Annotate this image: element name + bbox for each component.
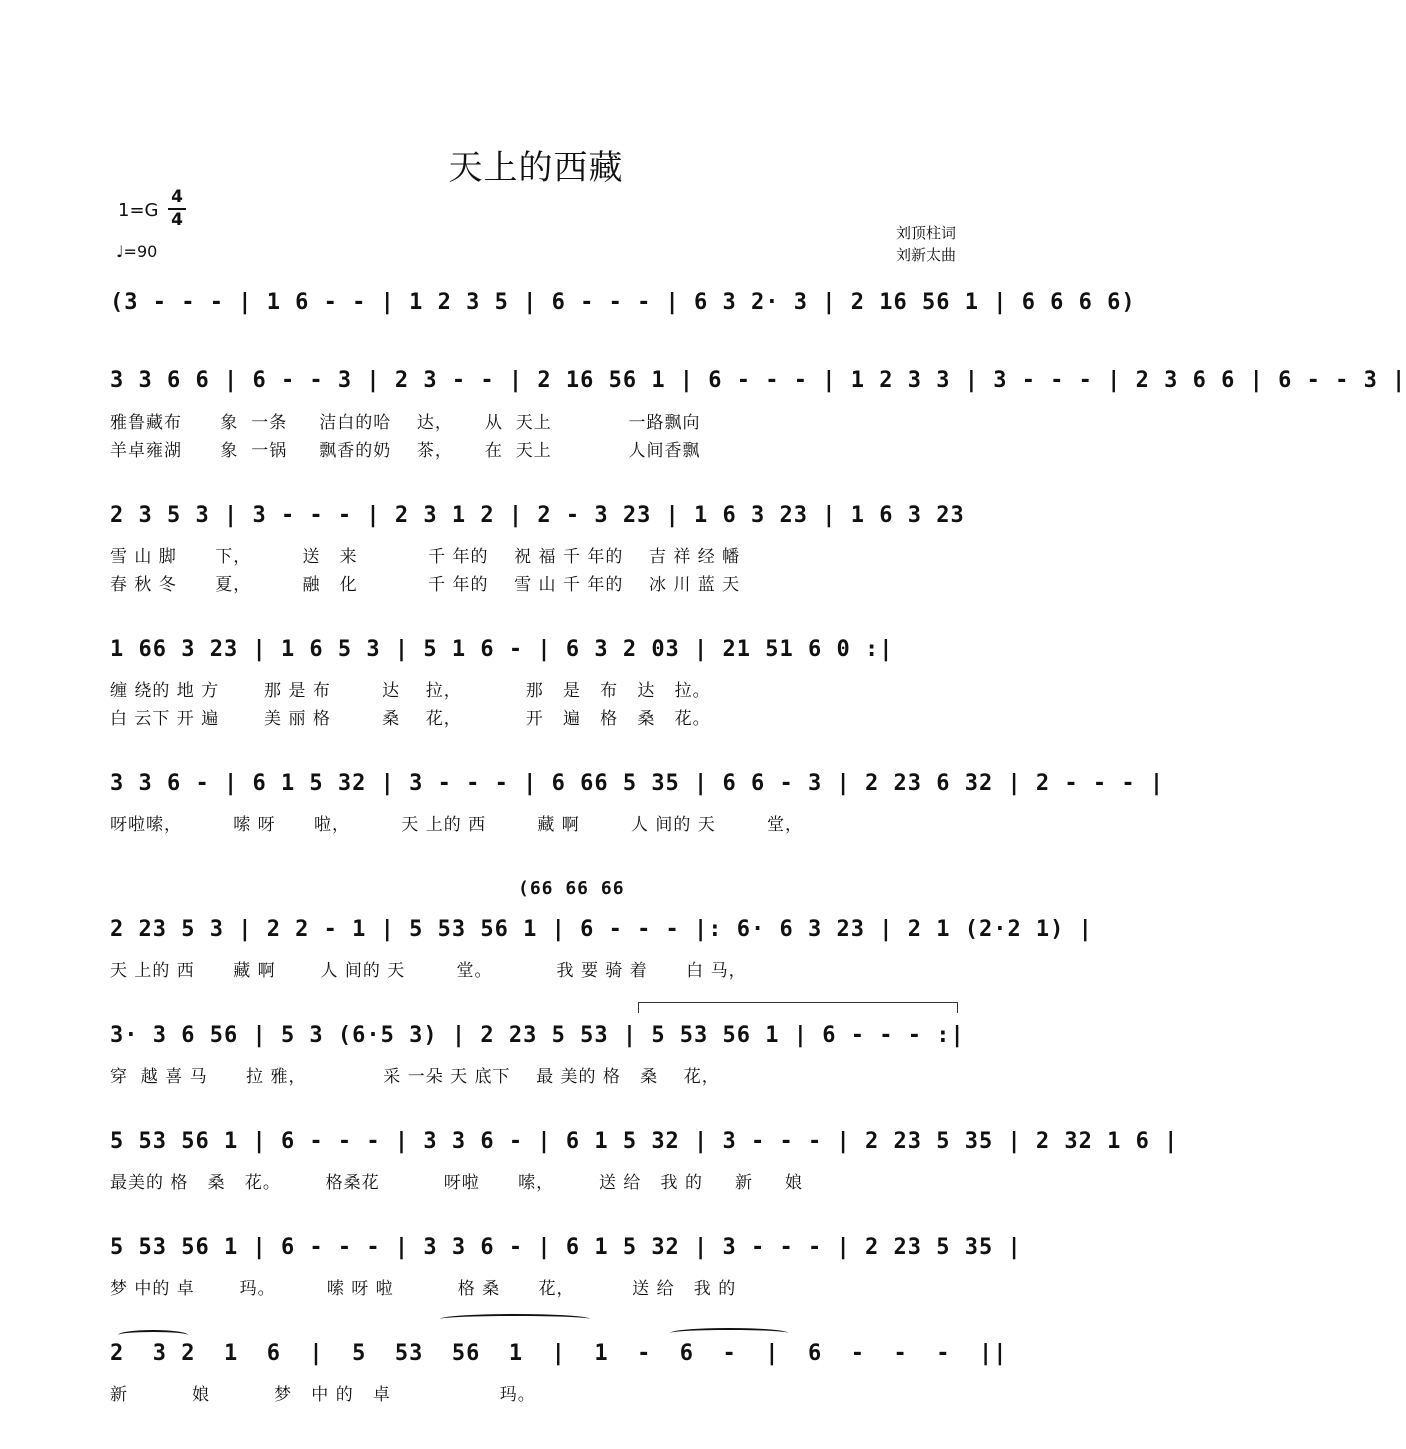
lyrics-line-10: 新 娘 梦 中 的 卓 玛。 <box>110 1385 536 1405</box>
lyrics-line-2-verse-2: 羊卓雍湖 象 一锅 飘香的奶 茶， 在 天上 人间香飘 <box>110 441 701 461</box>
score-line-6: 2 23 5 3 | 2 2 - 1 | 5 53 56 1 | 6 - - - |: 6· 6 3 23 | 2 1 (2·2 1) | <box>110 917 1093 942</box>
time-signature <box>168 188 186 230</box>
lyrics-line-3-verse-1: 雪 山 脚 下， 送 来 千 年的 祝 福 千 年的 吉 祥 经 幡 <box>110 547 741 567</box>
lyrics-line-4-verse-2: 白 云下 开 遍 美 丽 格 桑 花， 开 遍 格 桑 花。 <box>110 709 711 729</box>
lyrics-line-7: 穿 越 喜 马 拉 雅， 采 一朵 天 底下 最 美的 格 桑 花， <box>110 1067 720 1087</box>
score-line-6-prefix: (66 66 66 <box>518 878 625 899</box>
time-signature-top: 4 <box>171 187 183 207</box>
song-title: 天上的西藏 <box>448 148 624 188</box>
slur-mark <box>670 1328 788 1338</box>
score-line-3: 2 3 5 3 | 3 - - - | 2 3 1 2 | 2 - 3 23 | 1 6 3 23 | 1 6 3 23 <box>110 503 965 528</box>
slur-mark <box>118 1330 188 1340</box>
lyrics-line-3-verse-2: 春 秋 冬 夏， 融 化 千 年的 雪 山 千 年的 冰 川 蓝 天 <box>110 575 741 595</box>
lyrics-line-8: 最美的 格 桑 花。 格桑花 呀啦 嗦， 送 给 我 的 新 娘 <box>110 1173 803 1193</box>
lyrics-line-2-verse-1: 雅鲁藏布 象 一条 洁白的哈 达， 从 天上 一路飘向 <box>110 413 701 433</box>
score-line-9: 5 53 56 1 | 6 - - - | 3 3 6 - | 6 1 5 32 | 3 - - - | 2 23 5 35 | <box>110 1235 1022 1260</box>
lyricist-credit: 刘顶柱词 <box>895 224 956 242</box>
slur-mark <box>440 1314 590 1324</box>
key-signature: 1=G <box>118 200 159 221</box>
score-line-2: 3 3 6 6 | 6 - - 3 | 2 3 - - | 2 16 56 1 | 6 - - - | 1 2 3 3 | 3 - - - | 2 3 6 6 | 6 - - 3 | <box>110 368 1406 393</box>
lyrics-line-6: 天 上的 西 藏 啊 人 间的 天 堂。 我 要 骑 着 白 马， <box>110 961 747 981</box>
lyrics-line-9: 梦 中的 卓 玛。 嗦 呀 啦 格 桑 花， 送 给 我 的 <box>110 1279 737 1299</box>
time-signature-bottom: 4 <box>171 210 183 230</box>
lyrics-line-5: 呀啦嗦， 嗦 呀 啦， 天 上的 西 藏 啊 人 间的 天 堂， <box>110 815 803 835</box>
score-line-7: 3· 3 6 56 | 5 3 (6·5 3) | 2 23 5 53 | 5 53 56 1 | 6 - - - :| <box>110 1023 965 1048</box>
lyrics-line-4-verse-1: 缠 绕的 地 方 那 是 布 达 拉， 那 是 布 达 拉。 <box>110 681 711 701</box>
repeat-ending-bracket <box>638 1002 958 1013</box>
tempo-marking: ♩=90 <box>116 242 158 261</box>
score-line-8: 5 53 56 1 | 6 - - - | 3 3 6 - | 6 1 5 32 | 3 - - - | 2 23 5 35 | 2 32 1 6 | <box>110 1129 1179 1154</box>
score-line-1: (3 - - - | 1 6 - - | 1 2 3 5 | 6 - - - | 6 3 2· 3 | 2 16 56 1 | 6 6 6 6) <box>110 290 1136 315</box>
score-line-10: 2 3 2 1 6 | 5 53 56 1 | 1 - 6 - | 6 - - - || <box>110 1341 1008 1366</box>
composer-credit: 刘新太曲 <box>895 246 956 264</box>
score-line-5: 3 3 6 - | 6 1 5 32 | 3 - - - | 6 66 5 35 | 6 6 - 3 | 2 23 6 32 | 2 - - - | <box>110 771 1165 796</box>
score-line-4: 1 66 3 23 | 1 6 5 3 | 5 1 6 - | 6 3 2 03 | 21 51 6 0 :| <box>110 637 894 662</box>
credits <box>896 222 956 266</box>
